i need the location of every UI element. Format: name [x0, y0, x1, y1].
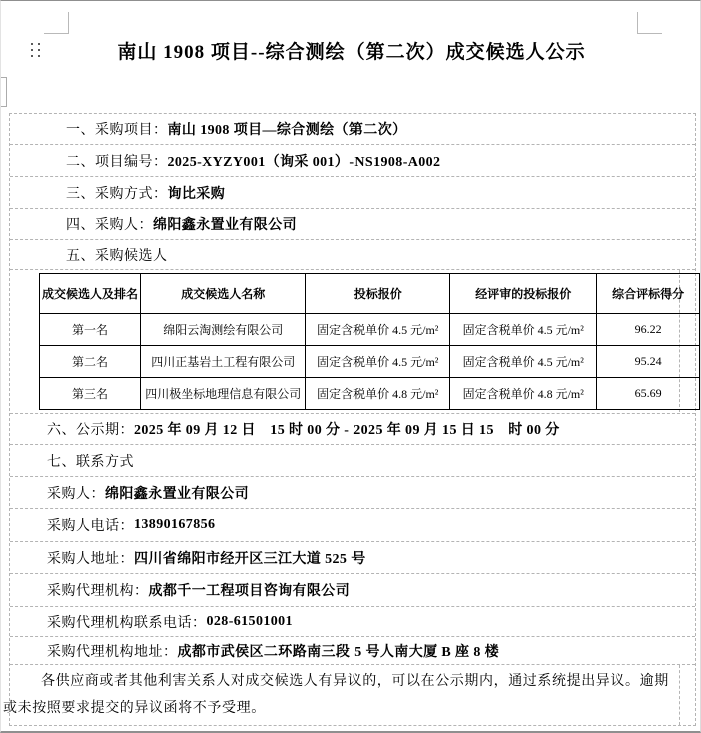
contact-value: 成都市武侯区二环路南三段 5 号人南大厦 B 座 8 楼 [177, 644, 500, 660]
table-cell-company: 绵阳云淘测绘有限公司 [141, 314, 306, 346]
table-cell-evaluated-bid: 固定含税单价 4.5 元/m² [450, 346, 597, 378]
section-row-publicity-period [10, 414, 695, 445]
table-cell-evaluated-bid: 固定含税单价 4.8 元/m² [450, 378, 597, 410]
page-corner-mark-top-left [44, 12, 69, 34]
section-label: 六、公示期： [47, 423, 134, 438]
table-cell-rank: 第三名 [40, 378, 141, 410]
section-row-candidates-heading [10, 240, 695, 270]
table-row [40, 314, 700, 346]
contact-value: 成都千一工程项目咨询有限公司 [148, 584, 351, 599]
table-cell-bid: 固定含税单价 4.5 元/m² [306, 346, 450, 378]
contact-row-agency [10, 574, 695, 607]
section-row-procurement-method [10, 177, 695, 209]
section-value: 2025 年 09 月 12 日 15 时 00 分 - 2025 年 09 月 15 日 15 时 00 分 [134, 423, 560, 438]
section-value: 2025-XYZY001（询采 001）-NS1908-A002 [167, 154, 441, 170]
table-header-row [40, 274, 700, 314]
table-cell-bid: 固定含税单价 4.5 元/m² [306, 314, 450, 346]
contact-label: 采购人地址： [47, 551, 134, 567]
page-corner-mark-top-right [637, 12, 662, 34]
table-header-cell: 综合评标得分 [597, 274, 700, 314]
left-edge-block-outline [0, 77, 7, 107]
contact-label: 采购代理机构联系电话： [47, 615, 207, 631]
table-row [40, 346, 700, 378]
section-row-project-number [10, 145, 695, 177]
document-body [9, 113, 696, 726]
section-row-purchaser [10, 209, 695, 240]
table-header-cell: 成交候选人名称 [141, 274, 306, 314]
table-cell-score: 96.22 [597, 314, 700, 346]
page-title: 南山 1908 项目--综合测绘（第二次）成交候选人公示 [117, 42, 586, 63]
section-value: 绵阳鑫永置业有限公司 [153, 218, 297, 233]
table-cell-rank: 第二名 [40, 346, 141, 378]
table-cell-bid: 固定含税单价 4.8 元/m² [306, 378, 450, 410]
section-row-project [10, 114, 695, 145]
table-header-cell: 成交候选人及排名 [40, 274, 141, 314]
candidates-table [39, 273, 700, 410]
table-header-cell: 投标报价 [306, 274, 450, 314]
contact-value: 四川省绵阳市经开区三江大道 525 号 [134, 551, 366, 567]
contact-value: 13890167856 [134, 517, 216, 532]
section-value: 南山 1908 项目—综合测绘（第二次） [167, 123, 407, 138]
table-cell-score: 65.69 [597, 378, 700, 410]
notice-paragraph: 各供应商或者其他利害关系人对成交候选人有异议的，可以在公示期内，通过系统提出异议。逾期或未按照要求提交的异议函将不予受理。 [3, 674, 669, 716]
contact-row-agency-phone [10, 607, 695, 637]
section-row-contact-heading [10, 445, 695, 477]
contact-value: 028-61501001 [206, 613, 293, 629]
section-label: 一、采购项目： [66, 123, 168, 138]
contact-label: 采购代理机构地址： [47, 644, 178, 660]
table-cell-score: 95.24 [597, 346, 700, 378]
section-label: 四、采购人： [66, 218, 153, 233]
table-row [40, 378, 700, 410]
contact-value: 绵阳鑫永置业有限公司 [105, 486, 249, 502]
table-cell-rank: 第一名 [40, 314, 141, 346]
contact-row-agency-address [10, 637, 695, 665]
section-label: 三、采购方式： [66, 186, 168, 202]
contact-label: 采购人： [47, 486, 105, 502]
table-cell-company: 四川极坐标地理信息有限公司 [141, 378, 306, 410]
contact-row-purchaser [10, 477, 695, 509]
table-cell-evaluated-bid: 固定含税单价 4.5 元/m² [450, 314, 597, 346]
section-label: 五、采购候选人 [66, 248, 168, 264]
contact-label: 采购人电话： [47, 519, 134, 534]
section-label: 二、项目编号： [66, 154, 168, 170]
section-label: 七、联系方式 [47, 454, 134, 470]
section-value: 询比采购 [167, 186, 226, 202]
contact-row-purchaser-phone [10, 509, 695, 542]
table-header-cell: 经评审的投标报价 [450, 274, 597, 314]
contact-label: 采购代理机构： [47, 584, 149, 599]
table-cell-company: 四川正基岩土工程有限公司 [141, 346, 306, 378]
contact-row-purchaser-address [10, 542, 695, 574]
